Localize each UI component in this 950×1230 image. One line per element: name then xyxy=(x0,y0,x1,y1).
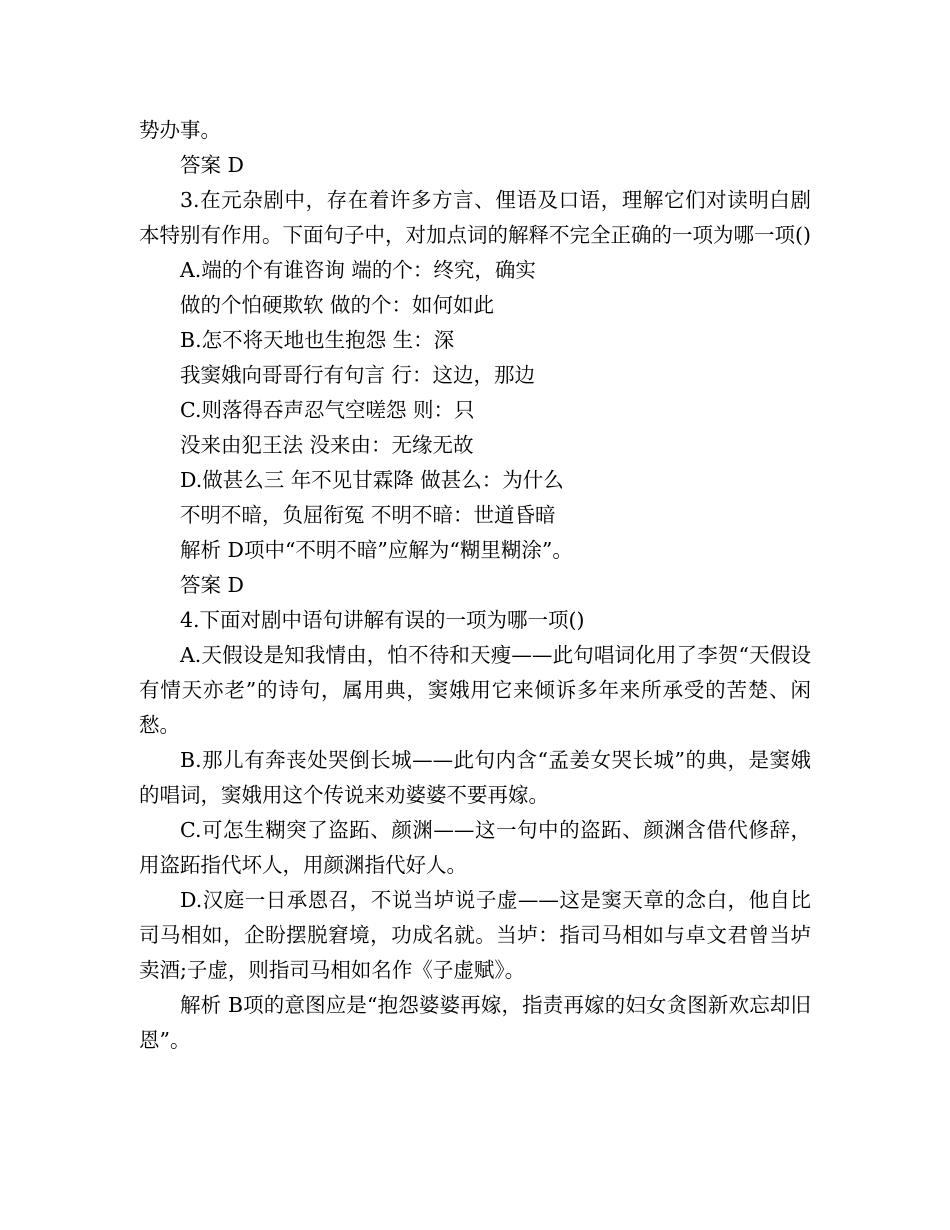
option-a-line-2: 做的个怕硬欺软 做的个：如何如此 xyxy=(180,293,495,317)
paragraph-continuation: 势办事。 xyxy=(139,118,221,142)
question-4-option-d: D.汉庭一日承恩召，不说当垆说子虚——这是窦天章的念白，他自比司马相如，企盼摆脱窘境，功成名就。当垆：指司马相如与卓文君曾当垆卖酒;子虚，则指司马相如名作《子虚赋》。 xyxy=(139,888,811,982)
option-d-line-1: D.做甚么三 年不见甘霖降 做甚么：为什么 xyxy=(180,468,564,492)
question-4-option-b: B.那儿有奔丧处哭倒长城——此句内含“孟姜女哭长城”的典，是窦娥的唱词，窦娥用这个传说来劝婆婆不要再嫁。 xyxy=(139,748,811,807)
option-b-line-1: B.怎不将天地也生抱怨 生：深 xyxy=(180,328,455,352)
question-4-option-c: C.可怎生糊突了盗跖、颜渊——这一句中的盗跖、颜渊含借代修辞，用盗跖指代坏人，用颜渊指代好人。 xyxy=(139,818,811,877)
answer-3: 答案 D xyxy=(180,573,244,597)
question-4-option-a: A.天假设是知我情由，怕不待和天瘦——此句唱词化用了李贺“天假设有情天亦老”的诗句，属用典，窦娥用它来倾诉多年来所承受的苦楚、闲愁。 xyxy=(139,643,811,737)
option-a-line-1: A.端的个有谁咨询 端的个：终究，确实 xyxy=(180,258,536,282)
option-d-line-2: 不明不暗，负屈衔冤 不明不暗：世道昏暗 xyxy=(180,503,556,527)
option-c-line-2: 没来由犯王法 没来由：无缘无故 xyxy=(180,433,474,457)
analysis-4: 解析 B项的意图应是“抱怨婆婆再嫁，指责再嫁的妇女贪图新欢忘却旧恩”。 xyxy=(139,993,811,1052)
analysis-3: 解析 D项中“不明不暗”应解为“糊里糊涂”。 xyxy=(180,538,573,562)
question-3: 3.在元杂剧中，存在着许多方言、俚语及口语，理解它们对读明白剧本特别有作用。下面句子中，对加点词的解释不完全正确的一项为哪一项() xyxy=(139,188,811,247)
answer-line: 答案 D xyxy=(180,153,244,177)
option-c-line-1: C.则落得吞声忍气空嗟怨 则：只 xyxy=(180,398,475,422)
document-body xyxy=(139,113,811,1058)
question-4: 4.下面对剧中语句讲解有误的一项为哪一项() xyxy=(180,608,585,632)
option-b-line-2: 我窦娥向哥哥行有句言 行：这边，那边 xyxy=(180,363,536,387)
